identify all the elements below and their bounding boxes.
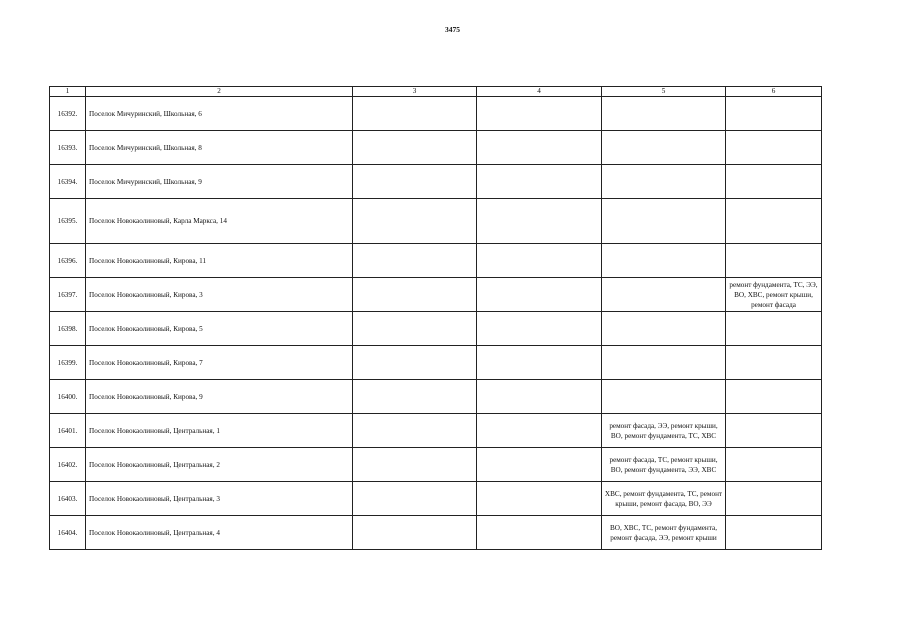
row-cell-5 xyxy=(602,346,726,380)
row-cell-3 xyxy=(353,482,477,516)
row-address: Поселок Мичуринский, Школьная, 6 xyxy=(86,97,353,131)
column-header: 3 xyxy=(353,87,477,97)
table-row xyxy=(50,516,822,550)
row-address: Поселок Новокаолиновый, Кирова, 3 xyxy=(86,278,353,312)
row-cell-3 xyxy=(353,414,477,448)
table-row xyxy=(50,414,822,448)
row-cell-4 xyxy=(477,448,602,482)
row-cell-3 xyxy=(353,199,477,244)
row-number: 16401. xyxy=(50,414,86,448)
column-header: 2 xyxy=(86,87,353,97)
column-header: 6 xyxy=(726,87,822,97)
table-row xyxy=(50,482,822,516)
row-number: 16400. xyxy=(50,380,86,414)
row-cell-3 xyxy=(353,516,477,550)
row-number: 16395. xyxy=(50,199,86,244)
row-cell-3 xyxy=(353,448,477,482)
row-cell-3 xyxy=(353,244,477,278)
row-cell-4 xyxy=(477,482,602,516)
table-row xyxy=(50,380,822,414)
row-cell-3 xyxy=(353,131,477,165)
row-cell-6 xyxy=(726,448,822,482)
table-row xyxy=(50,97,822,131)
row-cell-3 xyxy=(353,346,477,380)
row-address: Поселок Новокаолиновый, Кирова, 11 xyxy=(86,244,353,278)
row-address: Поселок Новокаолиновый, Центральная, 3 xyxy=(86,482,353,516)
row-cell-4 xyxy=(477,165,602,199)
row-cell-5 xyxy=(602,244,726,278)
table-row xyxy=(50,244,822,278)
row-cell-6 xyxy=(726,131,822,165)
row-cell-4 xyxy=(477,312,602,346)
row-cell-4 xyxy=(477,97,602,131)
row-address: Поселок Новокаолиновый, Центральная, 4 xyxy=(86,516,353,550)
row-cell-5 xyxy=(602,199,726,244)
row-cell-3 xyxy=(353,97,477,131)
row-address: Поселок Мичуринский, Школьная, 9 xyxy=(86,165,353,199)
row-cell-6 xyxy=(726,482,822,516)
row-cell-4 xyxy=(477,131,602,165)
row-cell-3 xyxy=(353,165,477,199)
row-cell-6 xyxy=(726,346,822,380)
row-cell-5 xyxy=(602,97,726,131)
row-number: 16394. xyxy=(50,165,86,199)
row-number: 16396. xyxy=(50,244,86,278)
row-number: 16399. xyxy=(50,346,86,380)
row-cell-6 xyxy=(726,516,822,550)
row-cell-6 xyxy=(726,199,822,244)
row-cell-6 xyxy=(726,414,822,448)
row-number: 16403. xyxy=(50,482,86,516)
table-row xyxy=(50,165,822,199)
row-cell-5 xyxy=(602,165,726,199)
row-address: Поселок Новокаолиновый, Кирова, 7 xyxy=(86,346,353,380)
row-cell-6: ремонт фундамента, ТС, ЭЭ, ВО, ХВС, ремонт крыши, ремонт фасада xyxy=(726,278,822,312)
row-cell-5 xyxy=(602,312,726,346)
row-address: Поселок Новокаолиновый, Кирова, 5 xyxy=(86,312,353,346)
repair-table xyxy=(49,86,822,550)
column-header: 1 xyxy=(50,87,86,97)
row-address: Поселок Мичуринский, Школьная, 8 xyxy=(86,131,353,165)
row-cell-5: ремонт фасада, ТС, ремонт крыши, ВО, ремонт фундамента, ЭЭ, ХВС xyxy=(602,448,726,482)
row-cell-5 xyxy=(602,278,726,312)
table-row xyxy=(50,131,822,165)
row-number: 16397. xyxy=(50,278,86,312)
row-cell-4 xyxy=(477,199,602,244)
row-cell-5: ХВС, ремонт фундамента, ТС, ремонт крыши, ремонт фасада, ВО, ЭЭ xyxy=(602,482,726,516)
row-cell-5 xyxy=(602,131,726,165)
header-row xyxy=(50,87,822,97)
row-number: 16402. xyxy=(50,448,86,482)
row-number: 16393. xyxy=(50,131,86,165)
row-cell-3 xyxy=(353,380,477,414)
row-cell-4 xyxy=(477,278,602,312)
table-row xyxy=(50,278,822,312)
row-number: 16398. xyxy=(50,312,86,346)
row-address: Поселок Новокаолиновый, Центральная, 2 xyxy=(86,448,353,482)
row-cell-5 xyxy=(602,380,726,414)
row-cell-4 xyxy=(477,414,602,448)
column-header: 4 xyxy=(477,87,602,97)
row-cell-6 xyxy=(726,244,822,278)
row-address: Поселок Новокаолиновый, Карла Маркса, 14 xyxy=(86,199,353,244)
row-number: 16392. xyxy=(50,97,86,131)
row-cell-3 xyxy=(353,312,477,346)
row-cell-6 xyxy=(726,312,822,346)
row-cell-4 xyxy=(477,516,602,550)
row-cell-6 xyxy=(726,165,822,199)
row-cell-4 xyxy=(477,346,602,380)
row-cell-4 xyxy=(477,244,602,278)
table-row xyxy=(50,448,822,482)
table-row xyxy=(50,312,822,346)
row-cell-5: ремонт фасада, ЭЭ, ремонт крыши, ВО, ремонт фундамента, ТС, ХВС xyxy=(602,414,726,448)
table-row xyxy=(50,346,822,380)
row-cell-6 xyxy=(726,380,822,414)
row-address: Поселок Новокаолиновый, Кирова, 9 xyxy=(86,380,353,414)
row-cell-4 xyxy=(477,380,602,414)
page-number: 3475 xyxy=(445,25,460,34)
row-address: Поселок Новокаолиновый, Центральная, 1 xyxy=(86,414,353,448)
row-cell-6 xyxy=(726,97,822,131)
table-row xyxy=(50,199,822,244)
row-cell-5: ВО, ХВС, ТС, ремонт фундамента, ремонт фасада, ЭЭ, ремонт крыши xyxy=(602,516,726,550)
row-number: 16404. xyxy=(50,516,86,550)
column-header: 5 xyxy=(602,87,726,97)
row-cell-3 xyxy=(353,278,477,312)
